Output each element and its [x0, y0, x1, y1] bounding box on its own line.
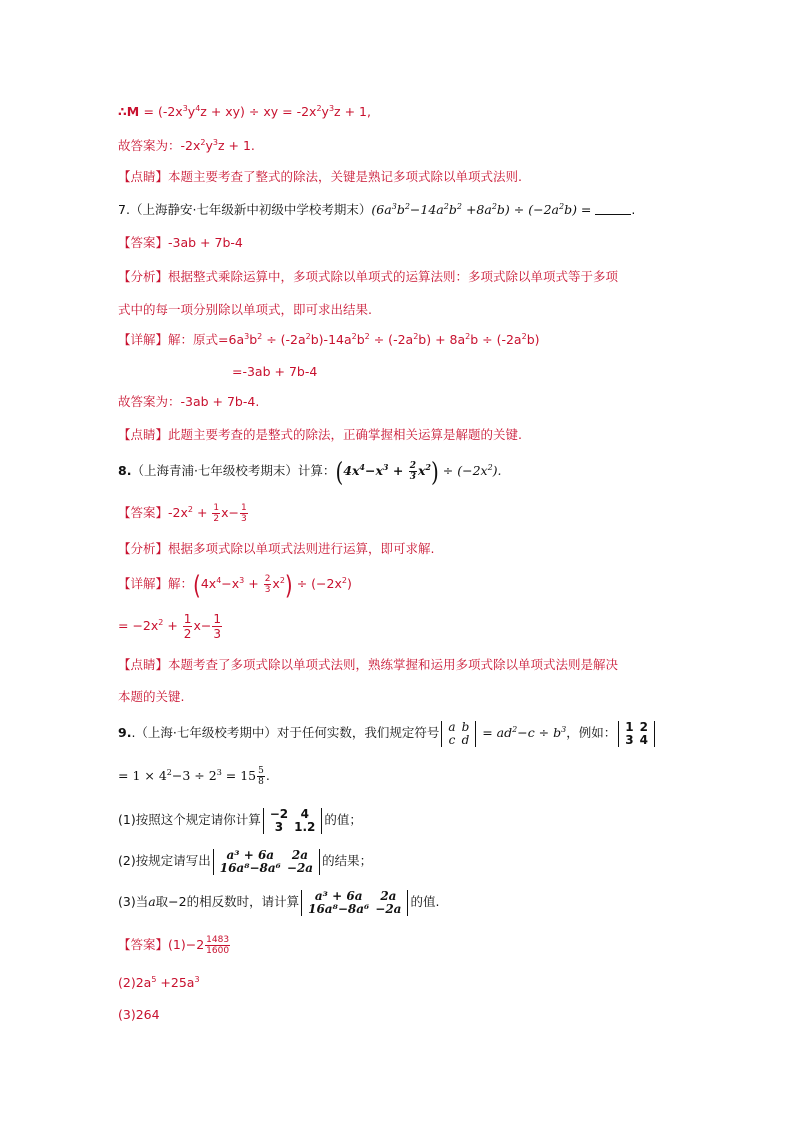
q8-answer: 【答案】$-2x^2$ + $\frac{1}{2}$ x− $\frac{1}{3}$ [118, 503, 247, 524]
part2-determinant: a³ + 6a 2a 16a⁸−8a⁶ −2a [213, 849, 320, 875]
q9-answer: 【答案】(1)−2 $\frac{1483}{1600}$ [118, 935, 230, 956]
question-8: 8.（上海青浦·七年级校考期末）计算：($4x^4-x^3$ + $\frac{2}{3}$ $x^2) \div (-2x^2)$. [118, 455, 502, 488]
answer-blank [595, 202, 631, 215]
q7-detail: 【详解】解：原式$=6a^3b^2 \div (-2a^2b)-14a^2b^2 \div (-2a^2b) + 8a^2b \div (-2a^2b)$ [118, 332, 540, 347]
question-9: 9..（上海·七年级校考期中）对于任何实数，我们规定符号 a b c d = $ad^2-c \div b^3$，例如： 1 2 3 4 [118, 718, 657, 748]
q7-comment: 【点睛】此题主要考查的是整式的除法，正确掌握相关运算是解题的关键. [118, 427, 522, 442]
q8-comment: 【点睛】本题考查了多项式除以单项式法则，熟练掌握和运用多项式除以单项式法则是解决 [118, 657, 619, 672]
q9-answer-2: $(2)2a^5 +25a^3$ [118, 975, 200, 990]
example-determinant: 1 2 3 4 [618, 721, 655, 747]
question-7: 7.（上海静安·七年级新中初级中学校考期末）$(6a^3b^2-14a^2b^2 +8a^2b) \div (-2a^2b)$ = . [118, 202, 636, 217]
q9-answer-3: (3)264 [118, 1007, 160, 1022]
q7-analysis-cont: 式中的每一项分别除以单项式，即可求出结果. [118, 302, 372, 317]
solution-line-m: ∴M = $(-2x^3y^4z + xy)$ ÷ xy = $-2x^2y^3z + 1$, [118, 104, 371, 119]
answer-line: 故答案为：$-2x^2y^3z + 1$. [118, 138, 255, 153]
part3-determinant: a³ + 6a 2a 16a⁸−8a⁶ −2a [301, 890, 408, 916]
q9-part-1: (1)按照这个规定请你计算 −2 4 3 1.2 的值； [118, 806, 362, 834]
q8-analysis: 【分析】根据多项式除以单项式法则进行运算，即可求解. [118, 541, 435, 556]
q8-detail: 【详解】解：($4x^4-x^3$ + $\frac{2}{3}$ $x^2) \div (-2x^2)$ [118, 568, 352, 601]
q7-answer: 【答案】-3ab + 7b-4 [118, 235, 243, 250]
comment-line: 【点睛】本题主要考查了整式的除法，关键是熟记多项式除以单项式法则. [118, 169, 522, 184]
q8-comment-cont: 本题的关键. [118, 689, 185, 704]
q9-part-3: (3)当a取−2的相反数时，请计算 a³ + 6a 2a 16a⁸−8a⁶ −2a 的值. [118, 888, 440, 916]
q7-detail-result: =-3ab + 7b-4 [232, 364, 318, 379]
question-9-example: = $1 \times 4^2-3 \div 2^3 = 15$ $\frac{5}{8}$ . [118, 766, 270, 787]
q8-detail-result: = $-2x^2$ + $\frac{1}{2}$ x− $\frac{1}{3}$ [118, 612, 221, 641]
q9-part-2: (2)按规定请写出 a³ + 6a 2a 16a⁸−8a⁶ −2a 的结果； [118, 847, 373, 875]
part1-determinant: −2 4 3 1.2 [263, 808, 323, 834]
q7-final: 故答案为：-3ab + 7b-4. [118, 394, 260, 409]
determinant-symbol: a b c d [441, 721, 476, 747]
q7-analysis: 【分析】根据整式乘除运算中，多项式除以单项式的运算法则：多项式除以单项式等于多项 [118, 269, 619, 284]
